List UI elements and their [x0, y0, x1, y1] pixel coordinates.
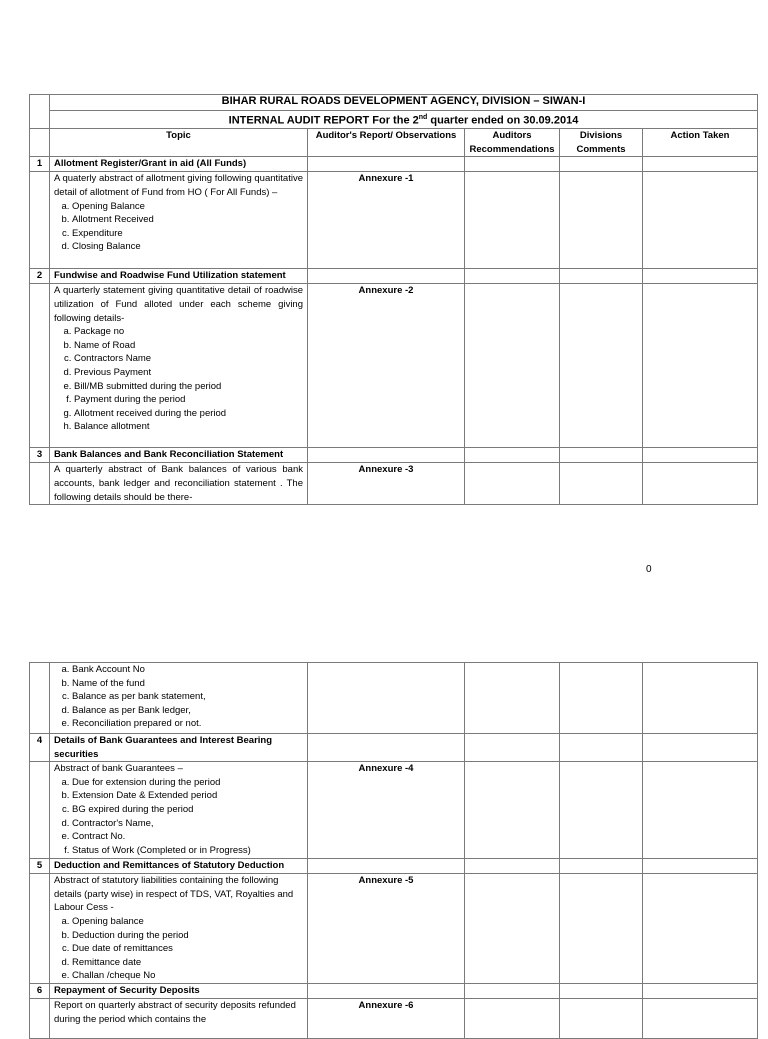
list-item: b. Name of Road	[74, 339, 303, 353]
section-detail-row	[30, 999, 758, 1039]
list-item: a. Due for extension during the period	[72, 776, 303, 790]
section-heading: Fundwise and Roadwise Fund Utilization statement	[50, 269, 308, 284]
header-division-comments: Divisions Comments	[560, 129, 643, 157]
detail-list	[54, 325, 303, 434]
report-title-agency: BIHAR RURAL ROADS DEVELOPMENT AGENCY, DIVISION – SIWAN-I	[50, 95, 758, 111]
list-item: a. Bank Account No	[72, 663, 303, 677]
section-description: A quarterly statement giving quantitative detail of roadwise utilization of Fund alloted under each scheme giving following details- a. Package no b. Name of Road c. Contractors Name d. Previous Payment e. Bill/MB submitted during the period f. Payment during the period g. Allotment received during the period h. Balance allotment	[50, 284, 308, 448]
section-number: 2	[30, 269, 50, 284]
list-item: a. Package no	[74, 325, 303, 339]
section-number: 3	[30, 448, 50, 463]
section-row	[30, 734, 758, 762]
section-description: A quarterly abstract of Bank balances of various bank accounts, bank ledger and reconciliation statement . The following details should be there-	[50, 463, 308, 505]
annexure-ref: Annexure -2	[308, 284, 465, 448]
section-row	[30, 859, 758, 874]
list-item: d. Previous Payment	[74, 366, 303, 380]
list-item: d. Contractor's Name,	[72, 817, 303, 831]
audit-report-table-page-2	[29, 662, 758, 1039]
list-item: e. Contract No.	[72, 830, 303, 844]
annexure-ref: Annexure -3	[308, 463, 465, 505]
header-row	[30, 129, 758, 157]
page-number: 0	[646, 564, 652, 575]
section-number: 1	[30, 157, 50, 172]
audit-report-table-page-1	[29, 94, 758, 505]
list-item: e. Challan /cheque No	[72, 969, 303, 983]
annexure-ref: Annexure -5	[308, 874, 465, 984]
section-heading: Repayment of Security Deposits	[50, 984, 308, 999]
section-row	[30, 269, 758, 284]
list-item: b. Extension Date & Extended period	[72, 789, 303, 803]
section-description	[50, 663, 308, 734]
list-item: c. BG expired during the period	[72, 803, 303, 817]
annexure-ref: Annexure -1	[308, 172, 465, 269]
list-item: c. Due date of remittances	[72, 942, 303, 956]
section-description: Report on quarterly abstract of security deposits refunded during the period which contains the	[50, 999, 308, 1039]
list-item: a. Opening Balance	[72, 200, 303, 214]
header-action-taken: Action Taken	[643, 129, 758, 157]
list-item: f. Payment during the period	[74, 393, 303, 407]
list-item: d. Remittance date	[72, 956, 303, 970]
section-description: A quaterly abstract of allotment giving following quantitative detail of allotment of Fund from HO ( For All Funds) – a. Opening Balance b. Allotment Received c. Expenditure d. Closing Balance	[50, 172, 308, 269]
section-row	[30, 157, 758, 172]
annexure-ref: Annexure -6	[308, 999, 465, 1039]
section-heading: Allotment Register/Grant in aid (All Funds)	[50, 157, 308, 172]
report-title-quarter: INTERNAL AUDIT REPORT For the 2nd quarter ended on 30.09.2014	[50, 111, 758, 129]
list-item: c. Expenditure	[72, 227, 303, 241]
detail-list	[54, 200, 303, 254]
detail-list	[54, 663, 303, 731]
list-item: c. Balance as per bank statement,	[72, 690, 303, 704]
section-heading: Bank Balances and Bank Reconciliation Statement	[50, 448, 308, 463]
section-detail-row	[30, 284, 758, 448]
header-recommendations: Auditors Recommendations	[465, 129, 560, 157]
section-number: 4	[30, 734, 50, 762]
section-heading: Deduction and Remittances of Statutory Deduction	[50, 859, 308, 874]
list-item: e. Reconciliation prepared or not.	[72, 717, 303, 731]
section-detail-row	[30, 762, 758, 859]
annexure-ref: Annexure -4	[308, 762, 465, 859]
section-number: 6	[30, 984, 50, 999]
detail-list	[54, 915, 303, 983]
section-row	[30, 448, 758, 463]
section-number: 5	[30, 859, 50, 874]
list-item: b. Allotment Received	[72, 213, 303, 227]
section-detail-row	[30, 463, 758, 505]
section-heading: Details of Bank Guarantees and Interest Bearing securities	[50, 734, 308, 762]
section-detail-row	[30, 172, 758, 269]
section-detail-row	[30, 874, 758, 984]
list-item: g. Allotment received during the period	[74, 407, 303, 421]
header-observations: Auditor's Report/ Observations	[308, 129, 465, 157]
section-row	[30, 984, 758, 999]
section-description: Abstract of statutory liabilities containing the following details (party wise) in respect of TDS, VAT, Royalties and Labour Cess - a. Opening balance b. Deduction during the period c. Due date of remittances d. Remittance date e. Challan /cheque No	[50, 874, 308, 984]
list-item: b. Deduction during the period	[72, 929, 303, 943]
detail-list	[54, 776, 303, 858]
list-item: h. Balance allotment	[74, 420, 303, 434]
list-item: a. Opening balance	[72, 915, 303, 929]
corner-cell	[30, 95, 50, 129]
header-topic: Topic	[50, 129, 308, 157]
section-description: Abstract of bank Guarantees – a. Due for extension during the period b. Extension Date & Extended period c. BG expired during the period d. Contractor's Name, e. Contract No. f. Status of Work (Completed or in Progress)	[50, 762, 308, 859]
list-item: d. Closing Balance	[72, 240, 303, 254]
list-item: f. Status of Work (Completed or in Progress)	[72, 844, 303, 858]
list-item: d. Balance as per Bank ledger,	[72, 704, 303, 718]
list-item: c. Contractors Name	[74, 352, 303, 366]
list-item: b. Name of the fund	[72, 677, 303, 691]
section-detail-row	[30, 663, 758, 734]
list-item: e. Bill/MB submitted during the period	[74, 380, 303, 394]
